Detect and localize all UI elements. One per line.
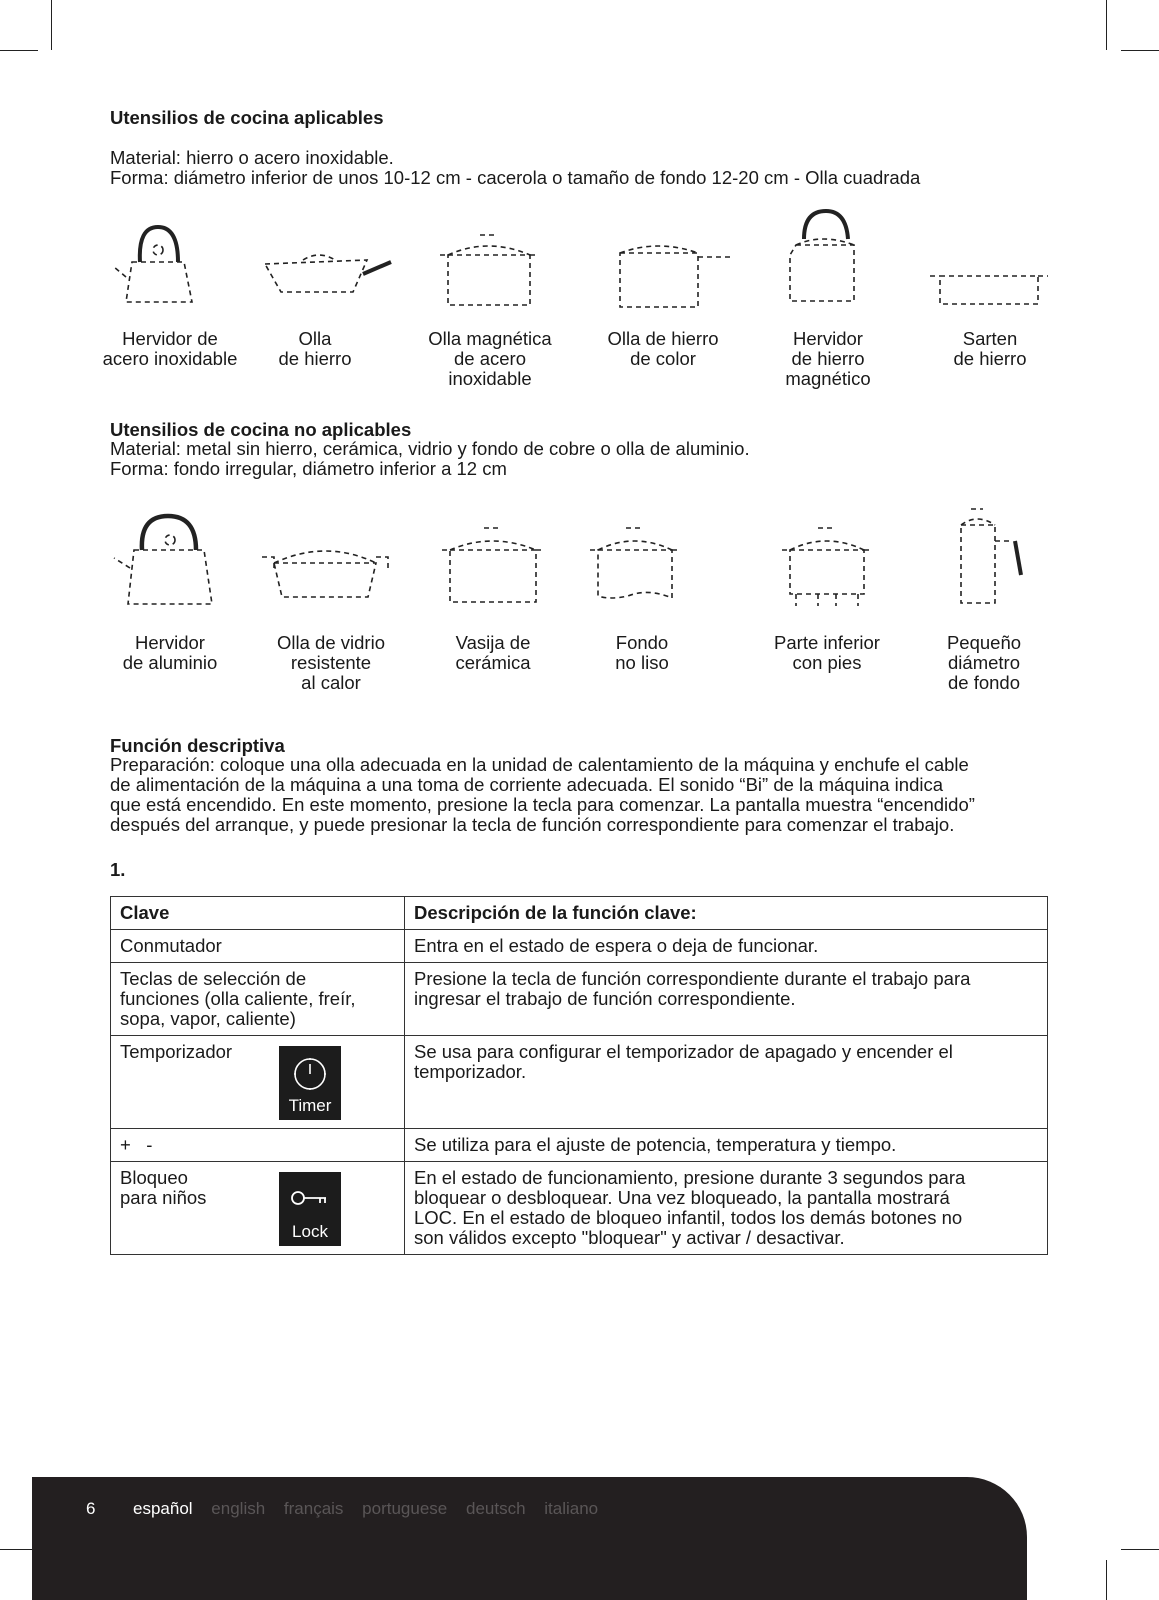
key-name: Conmutador [111, 930, 405, 963]
key-function-table [110, 896, 1048, 1255]
not-applicable-caption: Fondo no liso [615, 632, 669, 673]
applicable-caption: Hervidor de acero inoxidable [102, 328, 238, 369]
key-name: Temporizador [120, 1041, 233, 1062]
key-name: + - [111, 1129, 405, 1162]
timer-button [279, 1046, 341, 1120]
table-row [111, 1162, 1048, 1255]
function-line: que está encendido. En este momento, presione la tecla para comenzar. La pantalla muestra “encendido” [110, 794, 975, 815]
table-header-row [111, 897, 1048, 930]
flat-pan-icon [928, 268, 1053, 313]
language-list [133, 1499, 612, 1519]
crop-mark [0, 50, 38, 51]
not-applicable-caption: Vasija de cerámica [455, 632, 531, 673]
table-header-description: Descripción de la función clave: [405, 897, 1048, 930]
function-line: de alimentación de la máquina a una toma de corriente adecuada. El sonido “Bi” de la máquina indica [110, 774, 944, 795]
saucepan-icon [612, 235, 737, 315]
applicable-heading: Utensilios de cocina aplicables [110, 107, 384, 128]
not-applicable-heading: Utensilios de cocina no aplicables [110, 419, 412, 440]
table-row [111, 963, 1048, 1036]
key-description: En el estado de funcionamiento, presione durante 3 segundos para bloquear o desbloquear. Una vez bloqueado, la pantalla mostrará LOC. En el estado de bloqueo infantil, todos los demás botones no son válidos excepto "bloquear" y activar / desactivar. [405, 1162, 1048, 1255]
language-espanol[interactable]: español [133, 1499, 193, 1518]
table-row [111, 1129, 1048, 1162]
lock-button [279, 1172, 341, 1246]
kettle-icon [110, 510, 215, 610]
key-description: Se usa para configurar el temporizador de apagado y encender el temporizador. [405, 1036, 1048, 1129]
not-applicable-caption: Olla de vidrio resistente al calor [277, 632, 385, 693]
section-number: 1. [110, 859, 126, 880]
not-applicable-caption: Hervidor de aluminio [122, 632, 218, 673]
key-name: Bloqueo para niños [120, 1167, 207, 1208]
crop-mark [1121, 1549, 1159, 1550]
not-applicable-material: Material: metal sin hierro, cerámica, vidrio y fondo de cobre o olla de aluminio. [110, 438, 750, 459]
applicable-caption: Olla magnética de acero inoxidable [428, 328, 552, 389]
key-description: Se utiliza para el ajuste de potencia, temperatura y tiempo. [405, 1129, 1048, 1162]
frying-pan-icon [263, 250, 398, 305]
crop-mark [1106, 0, 1107, 50]
not-applicable-shape: Forma: fondo irregular, diámetro inferior a 12 cm [110, 458, 507, 479]
timer-button-label: Timer [288, 1096, 332, 1115]
stockpot-icon [438, 225, 543, 315]
crop-mark [51, 0, 52, 50]
applicable-material: Material: hierro o acero inoxidable. [110, 147, 394, 168]
footer-bar [32, 1477, 1027, 1600]
not-applicable-caption: Parte inferior con pies [774, 632, 880, 673]
applicable-shape: Forma: diámetro inferior de unos 10-12 cm - cacerola o tamaño de fondo 12-20 cm - Olla cuadrada [110, 167, 921, 188]
language-portuguese[interactable]: portuguese [362, 1499, 448, 1518]
table-row [111, 930, 1048, 963]
function-line: Preparación: coloque una olla adecuada en la unidad de calentamiento de la máquina y enchufe el cable [110, 754, 969, 775]
language-english[interactable]: english [211, 1499, 266, 1518]
applicable-caption: Hervidor de hierro magnético [785, 328, 871, 389]
applicable-caption: Olla de hierro de color [607, 328, 719, 369]
lock-key-cell [111, 1162, 405, 1255]
kettle-icon [110, 222, 200, 312]
table-row [111, 1036, 1048, 1129]
key-description: Entra en el estado de espera o deja de funcionar. [405, 930, 1048, 963]
key-icon [290, 1186, 330, 1210]
key-name: Teclas de selección de funciones (olla caliente, freír, sopa, vapor, caliente) [111, 963, 405, 1036]
applicable-caption: Olla de hierro [278, 328, 352, 369]
language-francais[interactable]: français [283, 1499, 344, 1518]
not-applicable-caption: Pequeño diámetro de fondo [946, 632, 1022, 693]
table-header-key: Clave [111, 897, 405, 930]
clock-icon [292, 1056, 328, 1092]
applicable-caption: Sarten de hierro [953, 328, 1027, 369]
lock-button-label: Lock [292, 1222, 328, 1241]
page-number: 6 [86, 1499, 96, 1518]
function-heading: Función descriptiva [110, 735, 285, 756]
uneven-pot-icon [588, 520, 688, 610]
glass-pot-icon [260, 535, 395, 605]
function-line: después del arranque, y puede presionar la tecla de función correspondiente para comenzar el trabajo. [110, 814, 955, 835]
tall-kettle-icon [782, 205, 872, 310]
language-deutsch[interactable]: deutsch [465, 1499, 526, 1518]
narrow-pot-icon [955, 505, 1025, 610]
crop-mark [1106, 1560, 1107, 1600]
timer-key-cell [111, 1036, 405, 1129]
footed-pot-icon [780, 520, 880, 615]
key-description: Presione la tecla de función correspondiente durante el trabajo para ingresar el trabajo de función correspondiente. [405, 963, 1048, 1036]
ceramic-pot-icon [440, 520, 550, 610]
crop-mark [1121, 50, 1159, 51]
language-italiano[interactable]: italiano [544, 1499, 599, 1518]
